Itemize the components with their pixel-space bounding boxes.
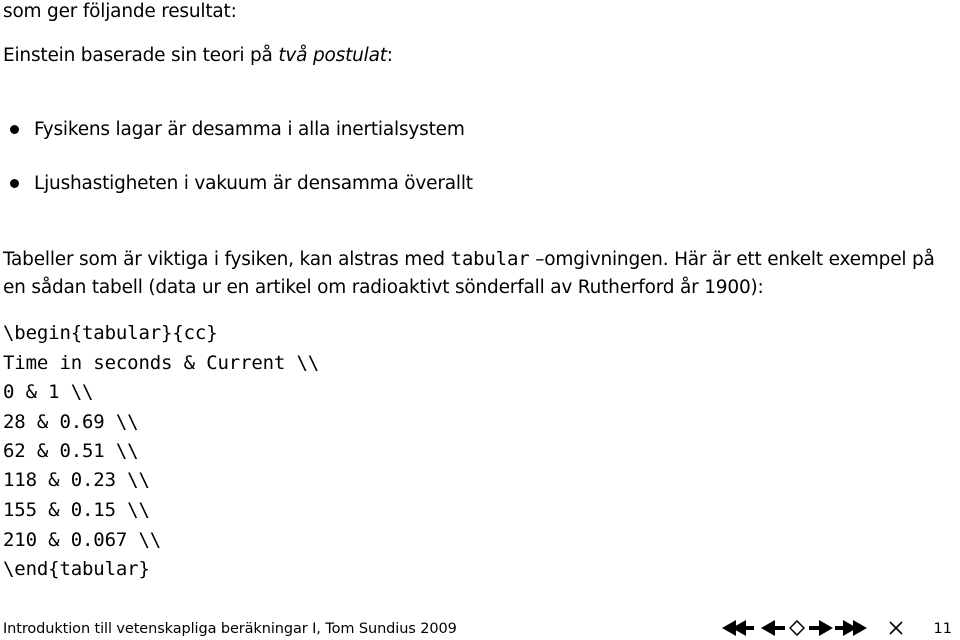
footer-title: Introduktion till vetenskapliga beräkningar I, Tom Sundius 2009 [3,621,457,637]
einstein-emphasis: två postulat [278,45,387,66]
code-line: \end{tabular} [3,558,150,580]
bullet-item [10,118,465,142]
last-page-icon[interactable] [835,620,867,636]
code-line: 118 & 0.23 \\ [3,469,150,491]
paragraph-text: Tabeller som är viktiga i fysiken, kan alstras med [3,249,451,270]
bullet-icon [10,125,19,134]
code-line: Time in seconds & Current \\ [3,352,320,374]
einstein-prefix: Einstein baserade sin teori på [3,45,279,66]
code-line: 62 & 0.51 \\ [3,440,139,462]
first-page-icon[interactable] [722,620,754,636]
paragraph-text: en sådan tabell (data ur en artikel om radioaktivt sönderfall av Rutherford år 1900): [3,277,764,298]
next-page-icon[interactable] [809,620,833,636]
paragraph-line-1 [3,247,935,272]
bullet-text: Fysikens lagar är desamma i alla inertialsystem [34,119,465,140]
page-number: 11 [933,621,952,637]
previous-page-icon[interactable] [761,620,785,636]
intro-text: som ger följande resultat: [3,1,237,22]
bullet-item [10,172,473,196]
intro-fragment [3,0,237,24]
code-line: 210 & 0.067 \\ [3,529,162,551]
paragraph-line-2 [3,276,764,300]
code-line: 28 & 0.69 \\ [3,411,139,433]
diamond-icon[interactable] [789,620,805,636]
code-line: \begin{tabular}{cc} [3,322,218,344]
inline-code: tabular [450,248,530,270]
bullet-text: Ljushastigheten i vakuum är densamma överallt [34,173,473,194]
code-line: 0 & 1 \\ [3,381,94,403]
einstein-suffix: : [386,45,393,66]
einstein-sentence [3,44,393,68]
close-icon[interactable] [888,620,904,636]
code-line: 155 & 0.15 \\ [3,499,150,521]
paragraph-text: –omgivningen. Här är ett enkelt exempel på [529,249,935,270]
bullet-icon [10,179,19,188]
